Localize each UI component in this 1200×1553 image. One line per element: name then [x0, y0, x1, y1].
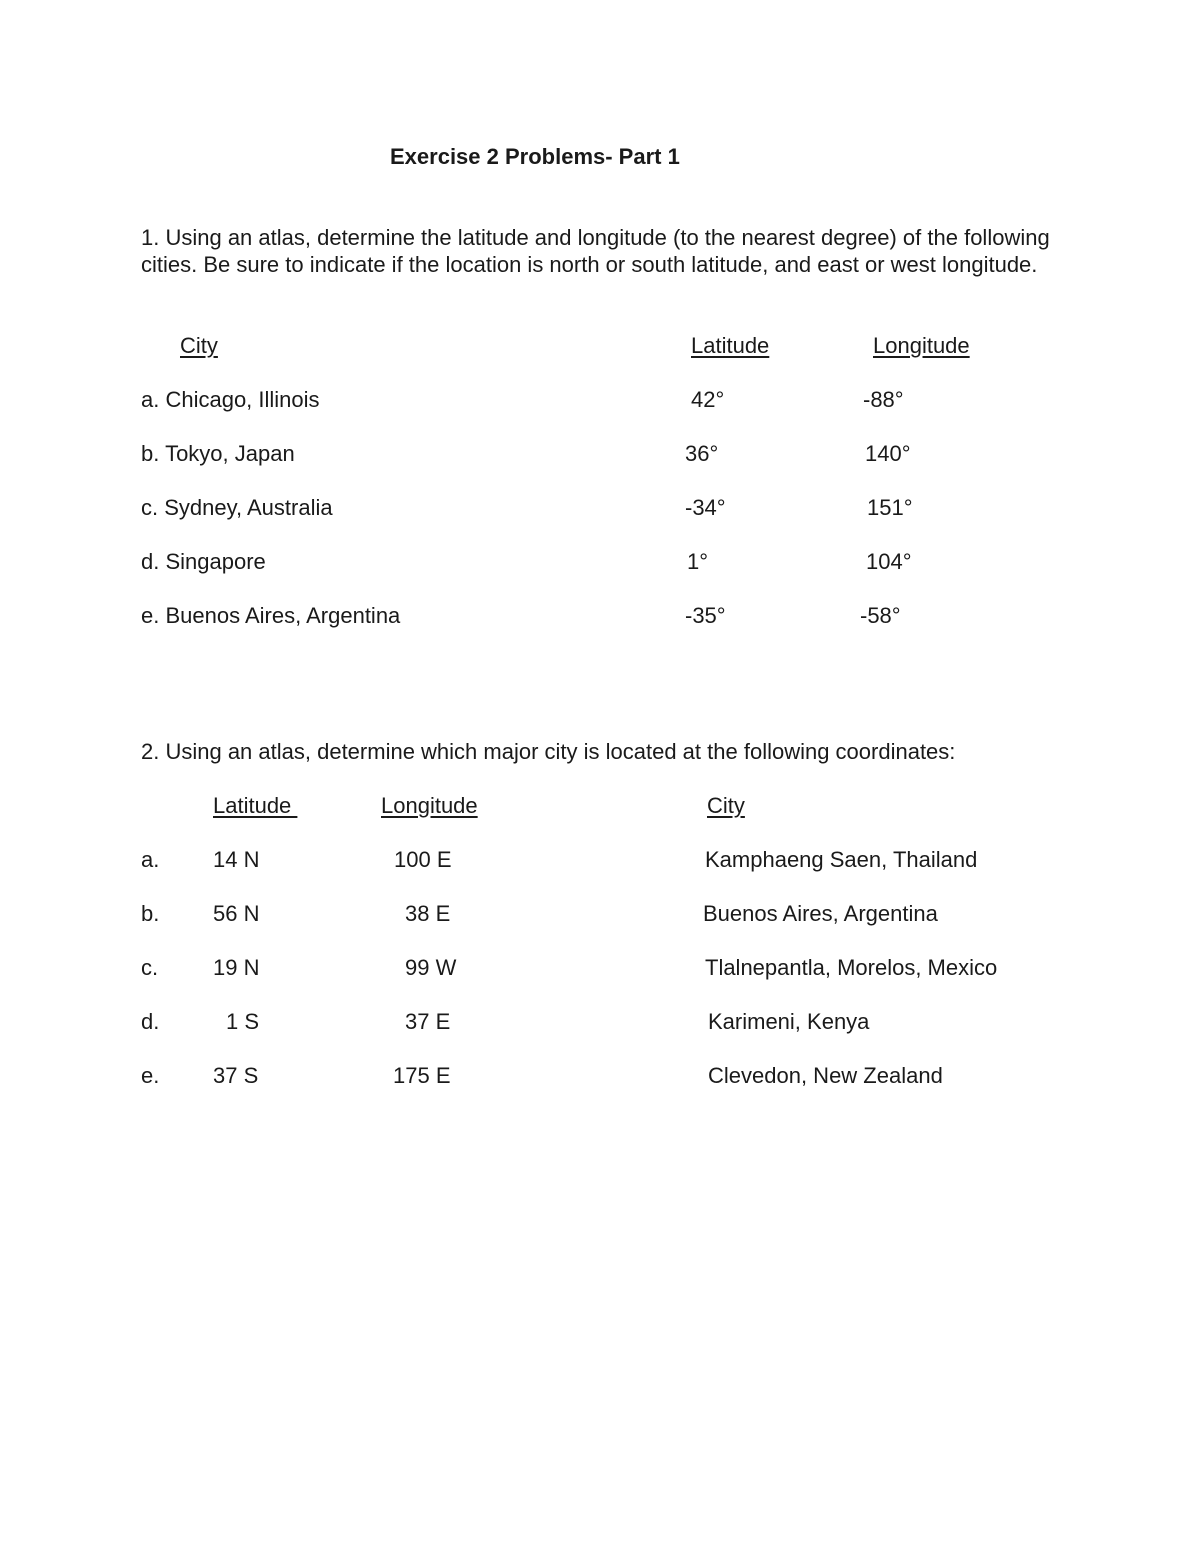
- q1-row-c-city: c. Sydney, Australia: [141, 495, 333, 520]
- q2-row-c-longitude: 99 W: [405, 955, 457, 980]
- q2-row-b-latitude: 56 N: [213, 901, 260, 926]
- document-title: Exercise 2 Problems- Part 1: [390, 144, 680, 169]
- q2-row-a-latitude: 14 N: [213, 847, 260, 872]
- question-1-prompt: 1. Using an atlas, determine the latitude and longitude (to the nearest degree) of the following cities. Be sure to indicate if the location is north or south latitude, and east or west longitude.: [141, 225, 1050, 277]
- q1-row-b-latitude: 36°: [685, 441, 719, 466]
- q2-row-b-city: Buenos Aires, Argentina: [703, 901, 938, 926]
- q1-row-c-longitude: 151°: [867, 495, 913, 520]
- question-2-prompt: 2. Using an atlas, determine which major city is located at the following coordinates:: [141, 739, 956, 764]
- q1-header-latitude: Latitude: [691, 333, 770, 358]
- q2-row-a-letter: a.: [141, 847, 160, 872]
- q2-row-e-longitude: 175 E: [393, 1063, 451, 1088]
- q2-row-a-longitude: 100 E: [394, 847, 452, 872]
- q1-row-e-longitude: -58°: [860, 603, 901, 628]
- q1-row-d-longitude: 104°: [866, 549, 912, 574]
- q2-row-d-letter: d.: [141, 1009, 160, 1034]
- q1-row-b-longitude: 140°: [865, 441, 911, 466]
- q1-row-e-city: e. Buenos Aires, Argentina: [141, 603, 401, 628]
- q1-row-a-longitude: -88°: [863, 387, 904, 412]
- q2-row-a-city: Kamphaeng Saen, Thailand: [705, 847, 978, 872]
- q2-row-e-letter: e.: [141, 1063, 160, 1088]
- q1-row-c-latitude: -34°: [685, 495, 726, 520]
- q2-row-b-longitude: 38 E: [405, 901, 451, 926]
- q2-row-e-city: Clevedon, New Zealand: [708, 1063, 943, 1088]
- q2-row-d-longitude: 37 E: [405, 1009, 451, 1034]
- q1-header-longitude: Longitude: [873, 333, 970, 358]
- q2-row-c-letter: c.: [141, 955, 159, 980]
- q2-row-c-city: Tlalnepantla, Morelos, Mexico: [705, 955, 998, 980]
- q1-row-d-city: d. Singapore: [141, 549, 266, 574]
- q2-header-longitude: Longitude: [381, 793, 478, 818]
- q2-row-c-latitude: 19 N: [213, 955, 260, 980]
- q1-row-b-city: b. Tokyo, Japan: [141, 441, 295, 466]
- q1-row-a-latitude: 42°: [691, 387, 725, 412]
- q2-row-d-city: Karimeni, Kenya: [708, 1009, 870, 1034]
- q2-header-city: City: [707, 793, 745, 818]
- q1-row-a-city: a. Chicago, Illinois: [141, 387, 320, 412]
- q1-row-e-latitude: -35°: [685, 603, 726, 628]
- q1-row-d-latitude: 1°: [687, 549, 709, 574]
- q2-row-e-latitude: 37 S: [213, 1063, 259, 1088]
- q1-header-city: City: [180, 333, 218, 358]
- q2-header-latitude: Latitude: [213, 793, 298, 818]
- q2-row-d-latitude: 1 S: [226, 1009, 260, 1034]
- q2-row-b-letter: b.: [141, 901, 160, 926]
